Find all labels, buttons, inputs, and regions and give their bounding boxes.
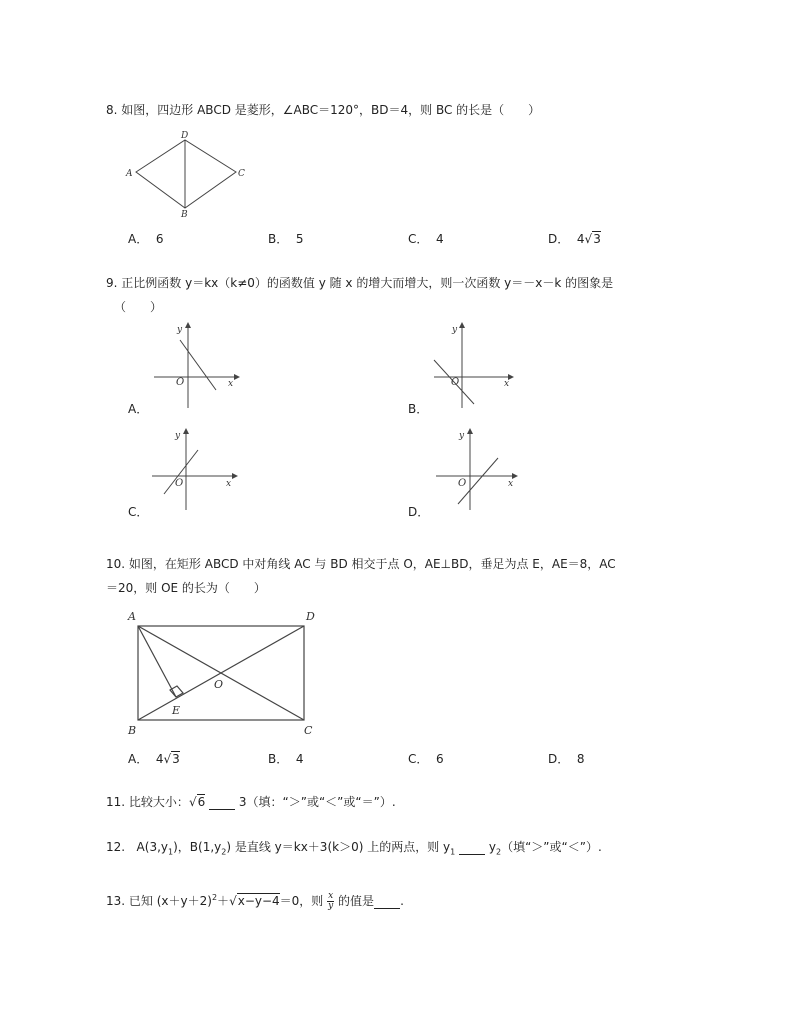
q8-option-d[interactable] — [548, 230, 601, 247]
q10-option-d[interactable] — [548, 750, 585, 767]
label-A: A — [128, 610, 136, 623]
subscript: 1 — [450, 847, 456, 857]
label-B: B — [181, 210, 188, 220]
graph-c — [148, 428, 248, 518]
option-letter: A． — [128, 232, 149, 246]
superscript: 2 — [211, 893, 218, 902]
sqrt-sign: √ — [584, 232, 593, 246]
denominator: y — [328, 901, 334, 911]
option-letter: B． — [268, 232, 289, 246]
origin-label: O — [175, 478, 184, 489]
answer-blank[interactable] — [459, 840, 485, 855]
radicand: 6 — [197, 795, 206, 809]
radicand: x−y−4 — [237, 894, 280, 908]
option-letter: C． — [408, 752, 429, 766]
graph-b — [428, 322, 528, 412]
fraction — [327, 892, 334, 911]
q9-number: 9. — [106, 276, 118, 290]
q10-number: 10. — [106, 557, 126, 571]
q13-stem — [106, 892, 404, 911]
rhombus-figure — [124, 128, 254, 218]
q8-option-a[interactable] — [128, 230, 164, 247]
plus-sign: ＋ — [217, 894, 230, 908]
option-letter: D． — [548, 232, 570, 246]
origin-label: O — [451, 377, 460, 388]
q8-option-c[interactable] — [408, 230, 444, 247]
answer-blank[interactable] — [209, 795, 235, 810]
label-C: C — [304, 724, 313, 737]
q8-number: 8. — [106, 103, 118, 117]
sqrt-sign: √ — [188, 795, 197, 809]
option-value: 6 — [155, 232, 164, 246]
q9-stem-cont: （ ） — [114, 300, 163, 314]
axis-y-label: y — [175, 431, 181, 441]
axis-x-label: x — [228, 379, 234, 389]
origin-label: O — [458, 478, 467, 489]
q9-option-a[interactable]: A． — [128, 402, 149, 416]
q12-number: 12. — [106, 840, 126, 854]
q8-stem — [106, 101, 540, 118]
origin-label: O — [176, 377, 185, 388]
sqrt-sign: √ — [229, 894, 237, 908]
label-B: B — [128, 724, 137, 737]
axis-y-label: y — [459, 431, 465, 441]
q13-eq: ＝0，则 — [279, 894, 324, 908]
q10-option-b[interactable] — [268, 750, 304, 767]
q10-text: 如图，在矩形 ABCD 中对角线 AC 与 BD 相交于点 O，AE⊥BD，垂足为点 E，AE＝8，AC — [128, 557, 616, 571]
q9-text: 正比例函数 y＝kx（k≠0）的函数值 y 随 x 的增大而增大，则一次函数 y＝－x－k 的图象是 — [121, 276, 614, 290]
q11-prefix: 比较大小： — [128, 795, 189, 809]
q10-stem-cont: ＝20，则 OE 的长为（ ） — [106, 581, 266, 595]
axis-x-label: x — [226, 479, 232, 489]
option-letter: A． — [128, 752, 149, 766]
subscript: 2 — [495, 847, 502, 857]
option-value: 4 — [295, 752, 304, 766]
subscript: 2 — [221, 847, 227, 857]
q13-end: . — [400, 894, 404, 908]
q9-option-c[interactable]: C． — [128, 505, 149, 519]
q12-text-c: ) 是直线 y＝kx＋3(k＞0) 上的两点，则 y — [226, 840, 451, 854]
q9-option-d[interactable]: D． — [408, 505, 430, 519]
q12-stem — [106, 838, 602, 856]
axis-x-label: x — [504, 379, 510, 389]
axis-y-label: y — [452, 325, 458, 335]
numerator: x — [328, 891, 334, 901]
sqrt-sign: √ — [163, 752, 172, 766]
q12-text-b: )，B(1,y — [173, 840, 222, 854]
q12-text-e: （填“＞”或“＜”）. — [501, 840, 602, 854]
graph-a — [148, 322, 248, 412]
rectangle-figure — [124, 608, 324, 738]
axis-y-label: y — [177, 325, 183, 335]
q9-stem — [106, 274, 613, 291]
answer-blank[interactable] — [374, 894, 400, 909]
q12-text-d: y — [488, 840, 496, 854]
option-value: 4 — [155, 752, 164, 766]
label-E: E — [172, 704, 181, 717]
q10-option-c[interactable] — [408, 750, 444, 767]
option-letter: B． — [268, 752, 289, 766]
axis-x-label: x — [508, 479, 514, 489]
radicand: 3 — [593, 232, 601, 246]
option-value: 4 — [436, 232, 444, 246]
option-letter: D． — [548, 752, 570, 766]
label-D: D — [181, 131, 189, 141]
option-value: 5 — [295, 232, 304, 246]
q11-stem — [106, 793, 396, 810]
label-O: O — [214, 678, 224, 691]
option-letter: C． — [408, 232, 429, 246]
q8-text: 如图，四边形 ABCD 是菱形，∠ABC＝120°，BD＝4，则 BC 的长是（ ） — [121, 103, 541, 117]
subscript: 1 — [168, 847, 174, 857]
radicand: 3 — [172, 752, 180, 766]
graph-d — [432, 428, 532, 518]
label-D: D — [306, 610, 315, 623]
q9-option-b[interactable]: B． — [408, 402, 429, 416]
q8-option-b[interactable] — [268, 230, 304, 247]
q10-option-a[interactable] — [128, 750, 180, 767]
q13-suffix: 的值是 — [338, 894, 375, 908]
q12-text-a: A(3,y — [136, 840, 168, 854]
q13-number: 13. — [106, 894, 126, 908]
label-A: A — [126, 169, 133, 179]
option-value: 8 — [576, 752, 585, 766]
q11-after: 3（填：“＞”或“＜”或“＝”）. — [238, 795, 396, 809]
q13-prefix: 已知 (x＋y＋2) — [128, 894, 212, 908]
option-value: 6 — [436, 752, 444, 766]
option-value: 4 — [576, 232, 585, 246]
q11-number: 11. — [106, 795, 126, 809]
label-C: C — [238, 169, 245, 179]
q10-stem — [106, 555, 616, 572]
